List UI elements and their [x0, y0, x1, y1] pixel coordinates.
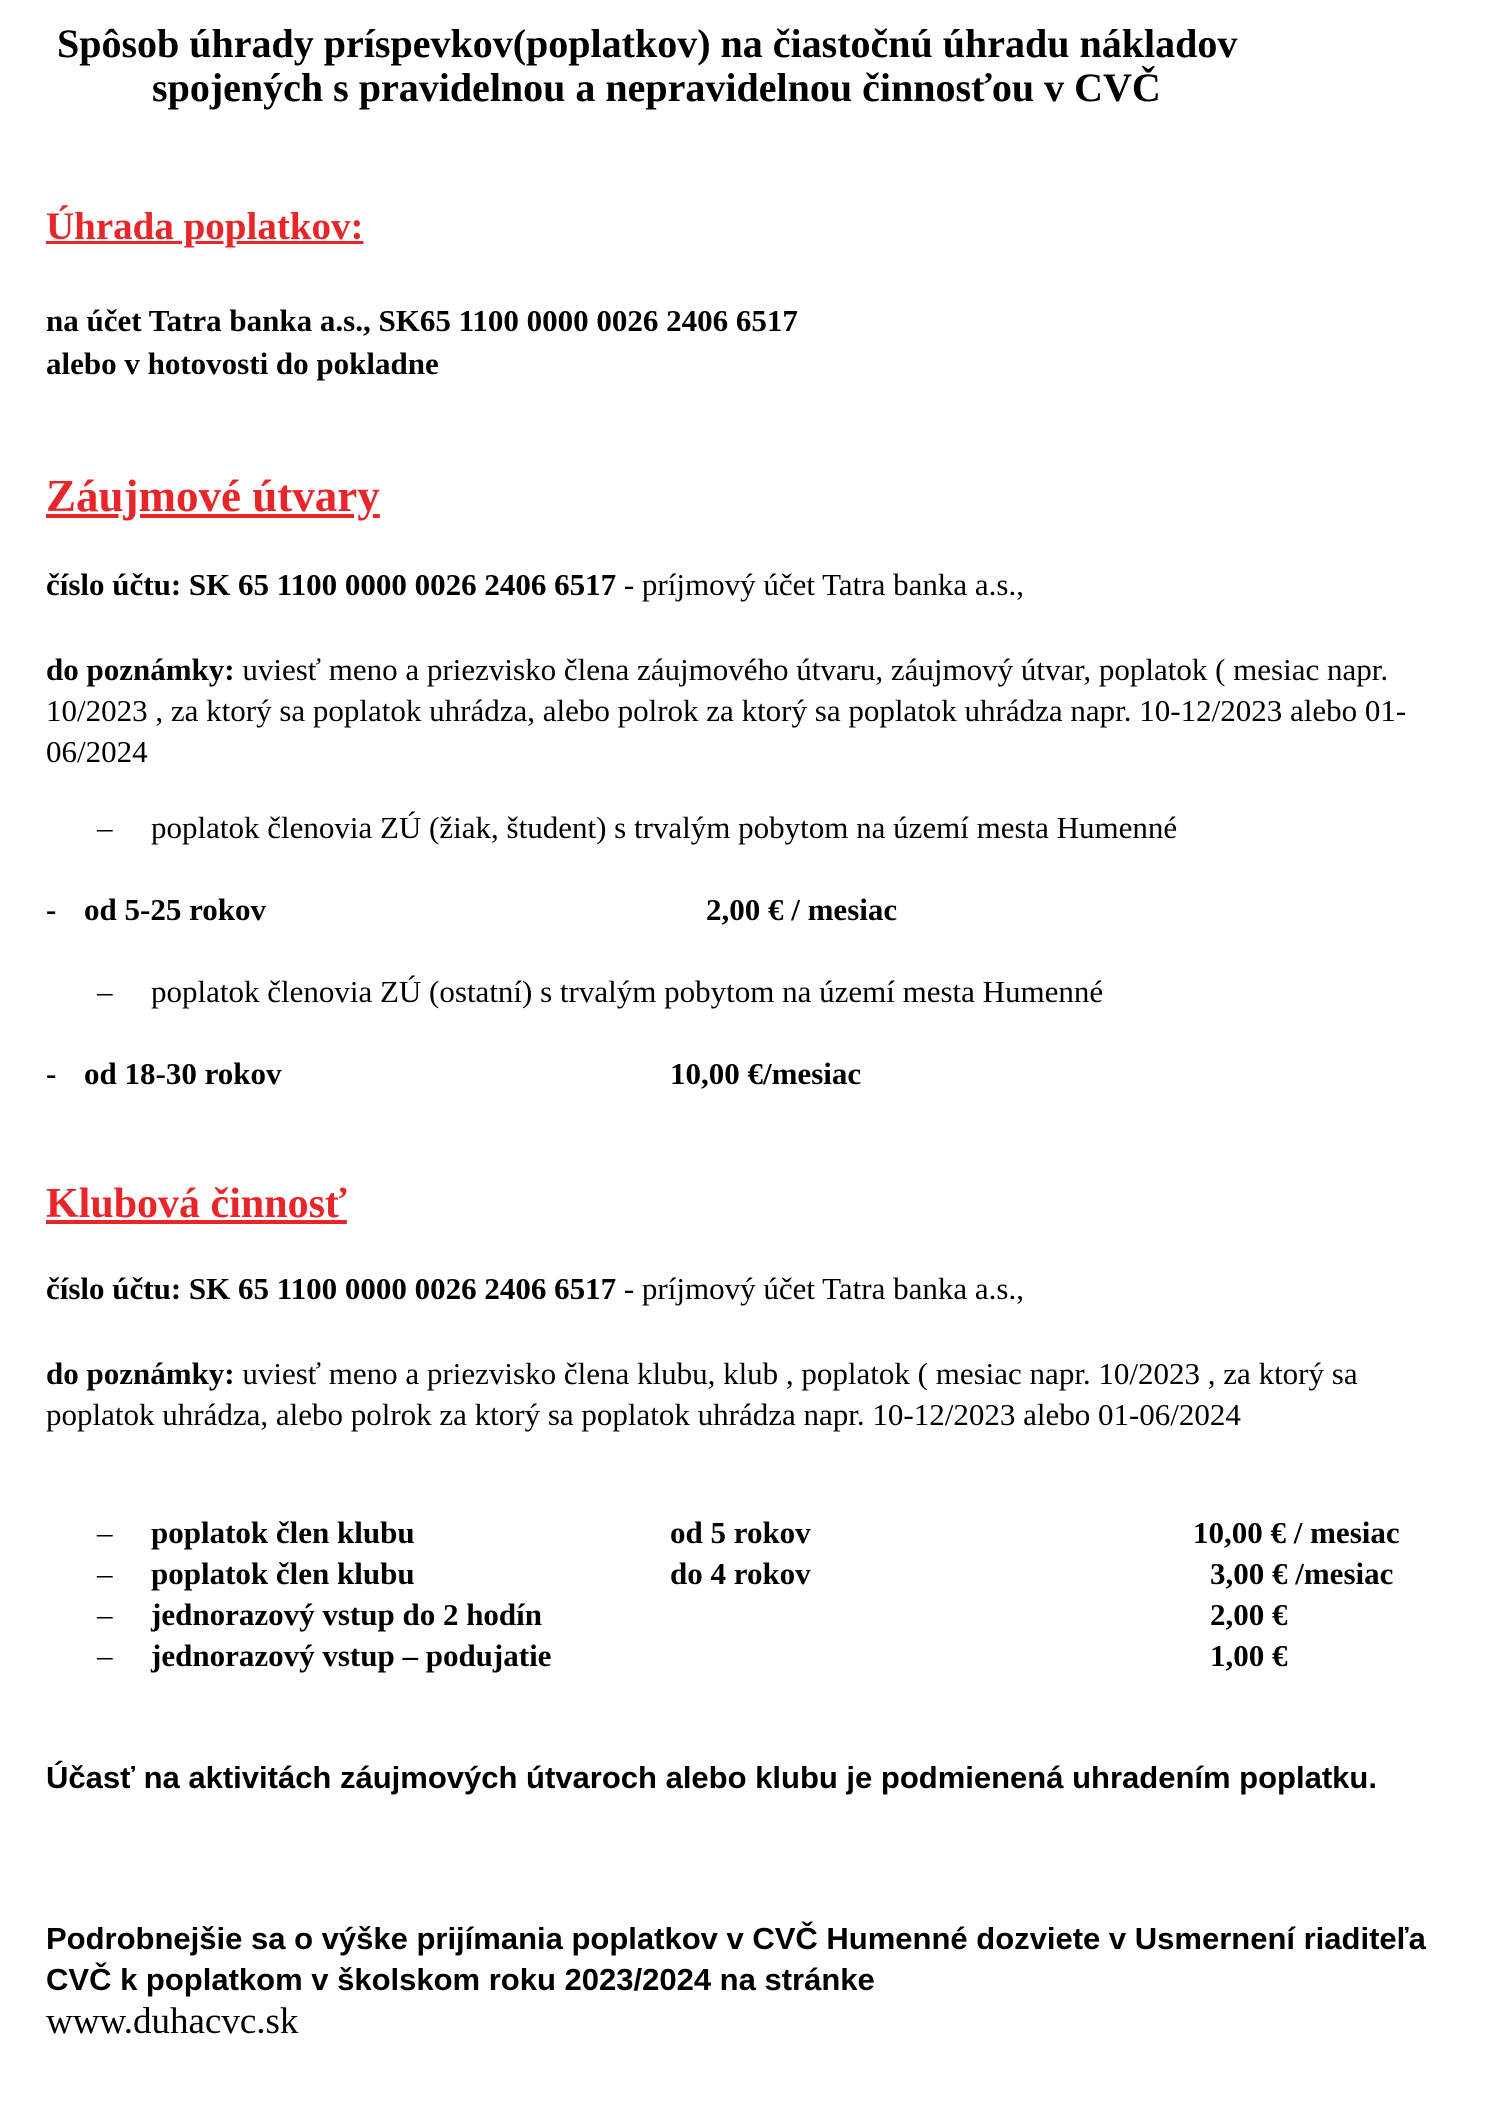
club-heading: Klubová činnosť [46, 1181, 347, 1227]
club-fee-label: poplatok člen klubu [151, 1515, 415, 1550]
club-fee-age: do 4 rokov [670, 1556, 811, 1591]
zu-row1-dash: - [46, 892, 57, 927]
zu-account-label: číslo účtu: SK 65 1100 0000 0026 2406 6517 [46, 567, 617, 602]
zu-row2-dash: - [46, 1056, 57, 1091]
zu-bullet1-dash: – [97, 810, 113, 845]
club-note-text: uviesť meno a priezvisko člena klubu, klub , poplatok ( mesiac napr. 10/2023 , za ktorý sa poplatok uhrádza, alebo polrok za ktorý sa poplatok uhrádza napr. 10-12/2023 alebo 01-06/2024 [46, 1356, 1358, 1432]
club-fee-dash: – [97, 1556, 113, 1591]
club-note-label: do poznámky: [46, 1356, 235, 1391]
club-fee-age: od 5 rokov [670, 1515, 811, 1550]
club-fee-price: 3,00 € /mesiac [1210, 1556, 1394, 1591]
club-account-suffix: - príjmový účet Tatra banka a.s., [616, 1271, 1024, 1306]
club-fee-label: jednorazový vstup do 2 hodín [151, 1597, 543, 1632]
club-fee-price: 10,00 € / mesiac [1193, 1515, 1400, 1550]
club-account-label: číslo účtu: SK 65 1100 0000 0026 2406 6517 [46, 1271, 617, 1306]
website-link[interactable]: www.duhacvc.sk [46, 2001, 299, 2042]
zu-bullet2-dash: – [97, 974, 113, 1009]
zu-account-line [46, 567, 1024, 603]
zu-note [46, 649, 1446, 772]
zu-heading: Záujmové útvary [46, 471, 380, 521]
zu-row2-label: od 18-30 rokov [84, 1056, 282, 1091]
zu-bullet2-text: poplatok členovia ZÚ (ostatní) s trvalým pobytom na území mesta Humenné [151, 974, 1104, 1009]
zu-row1-label: od 5-25 rokov [84, 892, 267, 927]
participation-condition: Účasť na aktivitách záujmových útvaroch alebo klubu je podmienená uhradením poplatku. [46, 1760, 1377, 1795]
more-info-text: Podrobnejšie sa o výške prijímania poplatkov v CVČ Humenné dozviete v Usmernení riaditeľa CVČ k poplatkom v školskom roku 2023/2024 na stránke [46, 1921, 1426, 1997]
club-fee-label: jednorazový vstup – podujatie [151, 1638, 552, 1673]
zu-note-text: uviesť meno a priezvisko člena záujmového útvaru, záujmový útvar, poplatok ( mesiac napr. 10/2023 , za ktorý sa poplatok uhrádza, alebo polrok za ktorý sa poplatok uhrádza napr. 10-12/2023 alebo 01-06/2024 [46, 652, 1407, 769]
zu-note-label: do poznámky: [46, 652, 235, 687]
club-fee-dash: – [97, 1638, 113, 1673]
club-fee-price: 1,00 € [1210, 1638, 1288, 1673]
club-fee-label: poplatok člen klubu [151, 1556, 415, 1591]
club-fee-dash: – [97, 1597, 113, 1632]
club-fee-dash: – [97, 1515, 113, 1550]
zu-account-suffix: - príjmový účet Tatra banka a.s., [616, 567, 1024, 602]
payment-heading: Úhrada poplatkov: [46, 205, 364, 248]
club-fee-price: 2,00 € [1210, 1597, 1288, 1632]
document-title-line1: Spôsob úhrady príspevkov(poplatkov) na čiastočnú úhradu nákladov [57, 21, 1238, 66]
club-note [46, 1353, 1446, 1435]
payment-account-line: na účet Tatra banka a.s., SK65 1100 0000 0026 2406 6517 [46, 303, 798, 338]
club-account-line [46, 1271, 1024, 1307]
zu-row1-price: 2,00 € / mesiac [706, 892, 898, 927]
zu-bullet1-text: poplatok členovia ZÚ (žiak, študent) s trvalým pobytom na území mesta Humenné [151, 810, 1178, 845]
zu-row2-price: 10,00 €/mesiac [670, 1056, 862, 1091]
document-title-line2: spojených s pravidelnou a nepravidelnou činnosťou v CVČ [152, 65, 1161, 110]
payment-cash-line: alebo v hotovosti do pokladne [46, 346, 439, 381]
